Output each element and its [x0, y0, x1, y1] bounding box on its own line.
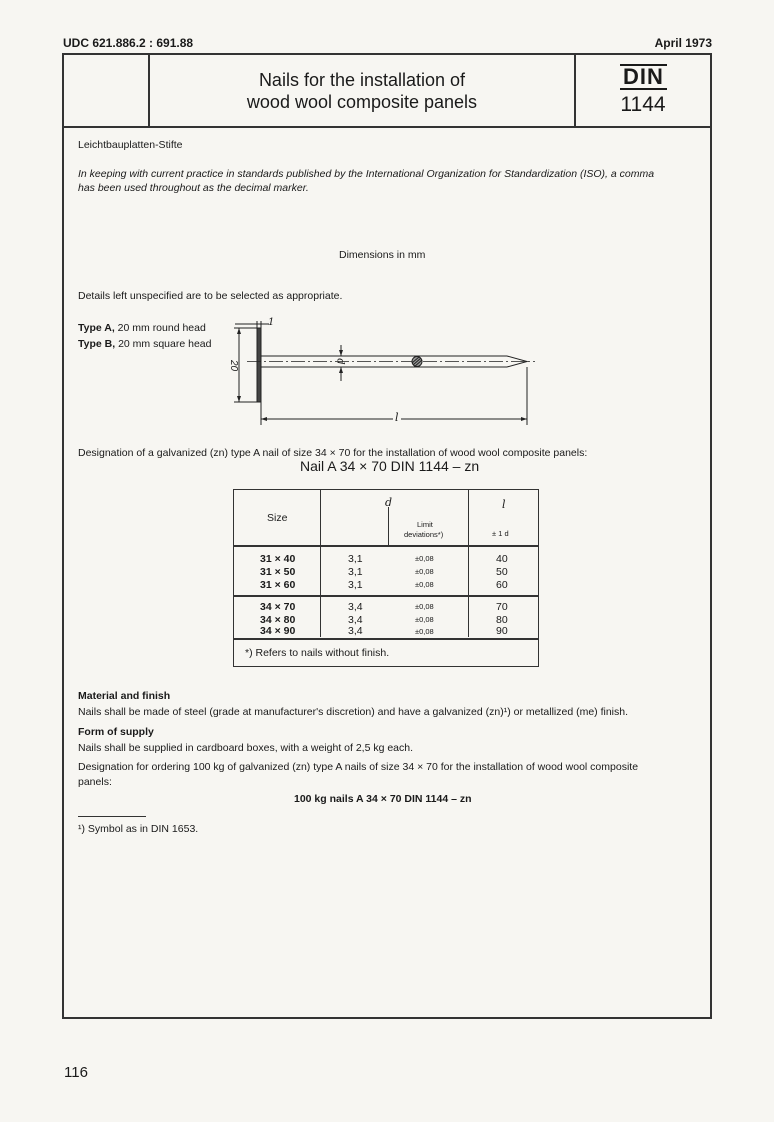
l-cell: 50 — [496, 566, 508, 578]
d-cell: 3,4 — [348, 601, 363, 613]
supply-heading: Form of supply — [78, 726, 154, 738]
deviation-cell: ±0,08 — [415, 615, 434, 624]
header-d: d — [385, 496, 393, 509]
header-l: l — [502, 498, 506, 511]
title-block-blank-cell — [64, 55, 150, 126]
title-cell — [150, 55, 576, 126]
footnote-rule — [78, 816, 146, 817]
size-cell: 34 × 90 — [260, 625, 296, 637]
l-cell: 70 — [496, 601, 508, 613]
document-title — [247, 69, 477, 113]
size-cell: 31 × 50 — [260, 566, 296, 578]
size-cell: 31 × 40 — [260, 553, 296, 565]
dim-label-1: 1 — [268, 317, 275, 328]
table-vline-3 — [468, 490, 469, 637]
table-vline-2-header — [388, 507, 389, 545]
header-size: Size — [267, 512, 288, 524]
dim-label-d: d — [334, 358, 346, 365]
order-text-line-2: panels: — [78, 776, 112, 788]
designation-example: Nail A 34 × 70 DIN 1144 – zn — [300, 458, 480, 474]
d-cell: 3,4 — [348, 625, 363, 637]
type-b-label: Type B, — [78, 338, 116, 350]
header-limit-line-1: Limit — [417, 520, 433, 529]
l-cell: 40 — [496, 553, 508, 565]
din-logo: DIN — [620, 64, 667, 90]
header-limit-line-2: deviations*) — [404, 530, 444, 539]
footnote: ¹) Symbol as in DIN 1653. — [78, 823, 199, 835]
title-block — [64, 55, 710, 128]
deviation-cell: ±0,08 — [415, 602, 434, 611]
page-number: 116 — [64, 1064, 88, 1081]
udc-number: UDC 621.886.2 : 691.88 — [63, 36, 194, 50]
size-cell: 34 × 80 — [260, 614, 296, 626]
details-note: Details left unspecified are to be selected as appropriate. — [78, 290, 343, 302]
table-hline-footer — [234, 638, 538, 640]
dimensions-note: Dimensions in mm — [339, 249, 426, 261]
table-hline-header — [234, 545, 538, 547]
title-line-2: wood wool composite panels — [246, 91, 478, 112]
d-cell: 3,1 — [348, 553, 363, 565]
type-b-line — [78, 337, 211, 351]
type-a-label: Type A, — [78, 322, 115, 334]
table-footnote: *) Refers to nails without finish. — [245, 647, 390, 659]
supply-text: Nails shall be supplied in cardboard boxes, with a weight of 2,5 kg each. — [78, 742, 414, 754]
deviation-cell: ±0,08 — [415, 627, 434, 636]
l-cell: 90 — [496, 625, 508, 637]
table-hline-group — [234, 595, 538, 597]
table-vline-1 — [320, 490, 321, 637]
din-number: 1144 — [620, 93, 666, 116]
nail-drawing — [225, 315, 545, 430]
iso-note-line-1: In keeping with current practice in standards published by the International Organization for Standardization (ISO), a comma — [78, 168, 655, 180]
size-cell: 34 × 70 — [260, 601, 296, 613]
size-cell: 31 × 60 — [260, 579, 296, 591]
d-cell: 3,1 — [348, 579, 363, 591]
order-text-line-1: Designation for ordering 100 kg of galvanized (zn) type A nails of size 34 × 70 for the installation of wood wool composite — [78, 761, 639, 773]
designation-intro: Designation of a galvanized (zn) type A nail of size 34 × 70 for the installation of wood wool composite panels: — [78, 447, 588, 459]
d-cell: 3,1 — [348, 566, 363, 578]
material-text: Nails shall be made of steel (grade at manufacturer's discretion) and have a galvanized (zn)¹) or metallized (me) finish. — [78, 706, 629, 718]
title-line-1: Nails for the installation of — [258, 69, 466, 90]
type-b-text: 20 mm square head — [115, 338, 212, 350]
din-cell — [576, 55, 710, 126]
type-a-text: 20 mm round head — [114, 322, 206, 334]
deviation-cell: ±0,08 — [415, 580, 434, 589]
nail-dimensions-table — [233, 489, 539, 667]
deviation-cell: ±0,08 — [415, 554, 434, 563]
dim-label-20: 20 — [228, 359, 240, 372]
header-l-tolerance: ± 1 d — [492, 529, 509, 538]
deviation-cell: ±0,08 — [415, 567, 434, 576]
german-title: Leichtbauplatten-Stifte — [78, 139, 183, 151]
dim-label-l: l — [395, 411, 399, 424]
publication-date: April 1973 — [654, 36, 712, 50]
l-cell: 60 — [496, 579, 508, 591]
iso-note-line-2: has been used throughout as the decimal marker. — [78, 182, 309, 194]
l-cell: 80 — [496, 614, 508, 626]
type-a-line — [78, 321, 206, 335]
d-cell: 3,4 — [348, 614, 363, 626]
material-heading: Material and finish — [78, 690, 171, 702]
order-example: 100 kg nails A 34 × 70 DIN 1144 – zn — [294, 793, 472, 805]
